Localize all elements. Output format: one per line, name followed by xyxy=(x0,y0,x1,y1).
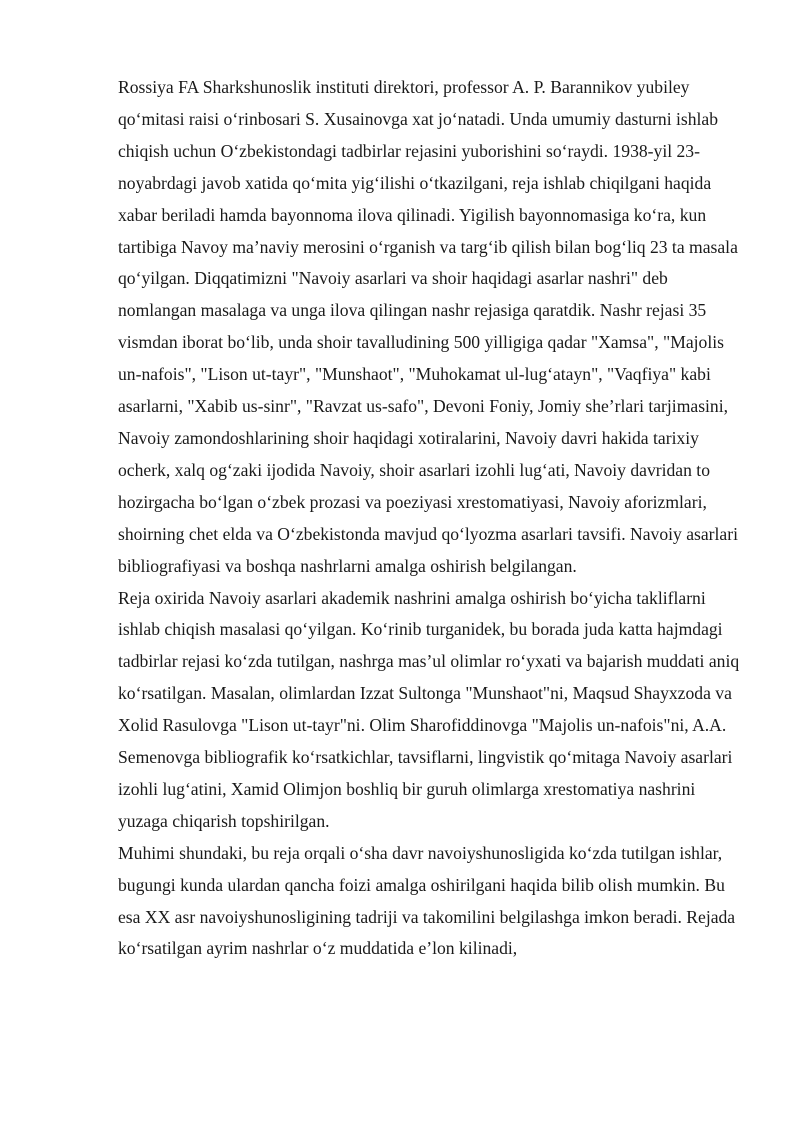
paragraph-1: Rossiya FA Sharkshunoslik instituti direktori, professor A. P. Barannikov yubiley qo‘mitasi raisi o‘rinbosari S. Xusainovga xat jo‘natadi. Unda umumiy dasturni ishlab chiqish uchun O‘zbekistondagi tadbirlar rejasini yuborishini so‘raydi. 1938-yil 23-noyabrdagi javob xatida qo‘mita yig‘ilishi o‘tkazilgani, reja ishlab chiqilgani haqida xabar beriladi hamda bayonnoma ilova qilinadi. Yigilish bayonnomasiga ko‘ra, kun tartibiga Navoy ma’naviy merosini o‘rganish va targ‘ib qilish bilan bog‘liq 23 ta masala qo‘yilgan. Diqqatimizni "Navoiy asarlari va shoir haqidagi asarlar nashri" deb nomlangan masalaga va unga ilova qilingan nashr rejasiga qaratdik. Nashr rejasi 35 vismdan iborat bo‘lib, unda shoir tavalludining 500 yilligiga qadar "Xamsa", "Majolis un-nafois", "Lison ut-tayr", "Munshaot", "Muhokamat ul-lug‘atayn", "Vaqfiya" kabi asarlarni, "Xabib us-sinr", "Ravzat us-safo", Devoni Foniy, Jomiy she’rlari tarjimasini, Navoiy zamondoshlarining shoir haqidagi xotiralarini, Navoiy davri hakida tarixiy ocherk, xalq og‘zaki ijodida Navoiy, shoir asarlari izohli lug‘ati, Navoiy davridan to hozirgacha bo‘lgan o‘zbek prozasi va poeziyasi xrestomatiyasi, Navoiy aforizmlari, shoirning chet elda va O‘zbekistonda mavjud qo‘lyozma asarlari tavsifi. Navoiy asarlari bibliografiyasi va boshqa nashrlarni amalga oshirish belgilangan. xyxy=(118,77,738,576)
paragraph-3: Muhimi shundaki, bu reja orqali o‘sha davr navoiyshunosligida ko‘zda tutilgan ishlar, bugungi kunda ulardan qancha foizi amalga oshirilgani haqida bilib olish mumkin. Bu esa XX asr navoiyshunosligining tadriji va takomilini belgilashga imkon beradi. Rejada ko‘rsatilgan ayrim nashrlar o‘z muddatida e’lon kilinadi, xyxy=(118,842,736,959)
paragraph-2: Reja oxirida Navoiy asarlari akademik nashrini amalga oshirish bo‘yicha takliflarni ishlab chiqish masalasi qo‘yilgan. Ko‘rinib turganidek, bu borada juda katta hajmdagi tadbirlar rejasi ko‘zda tutilgan, nashrga mas’ul olimlar ro‘yxati va bajarish muddati aniq ko‘rsatilgan. Masalan, olimlardan Izzat Sultonga "Munshaot"ni, Maqsud Shayxzoda va Xolid Rasulovga "Lison ut-tayr"ni. Olim Sharofiddinovga "Majolis un-nafois"ni, A.A. Semenovga bibliografik ko‘rsatkichlar, tavsiflarni, lingvistik qo‘mitaga Navoiy asarlari izohli lug‘atini, Xamid Olimjon boshliq bir guruh olimlarga xrestomatiya nashrini yuzaga chiqarish topshirilgan. xyxy=(118,587,740,831)
document-body xyxy=(118,72,748,965)
